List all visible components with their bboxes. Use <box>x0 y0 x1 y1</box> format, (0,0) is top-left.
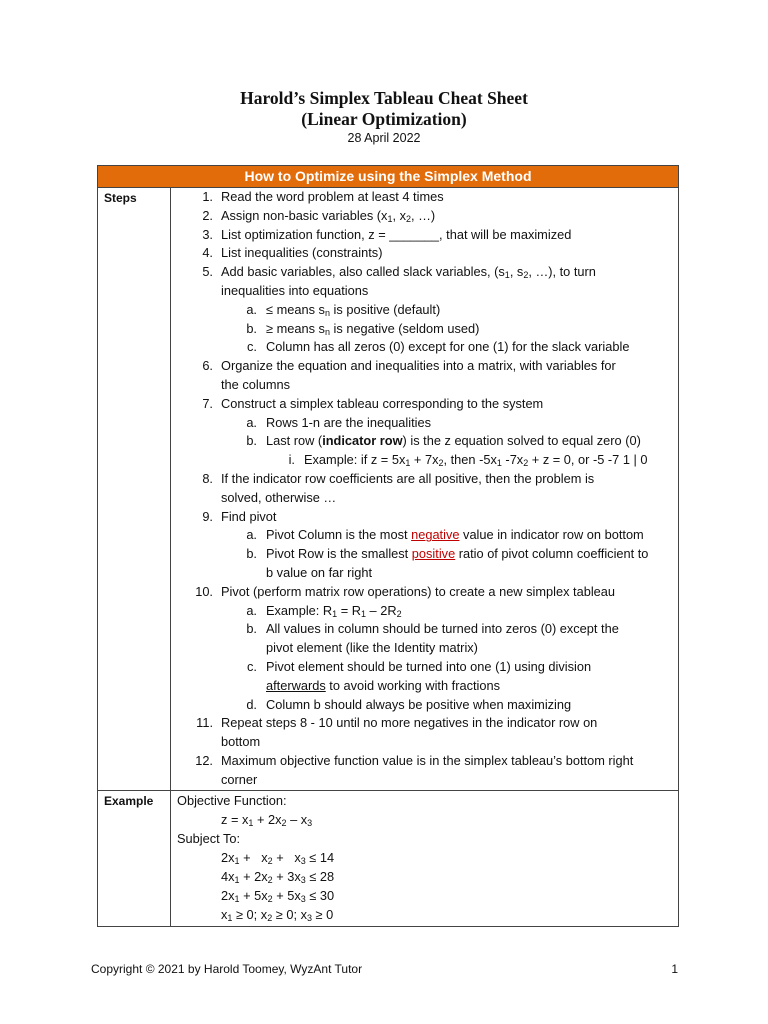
step-10c: c. Pivot element should be turned into one (1) using division <box>247 658 592 674</box>
step-8: 8. If the indicator row coefficients are all positive, then the problem is <box>202 470 595 486</box>
objective-label: Objective Function: <box>177 792 287 808</box>
step-11: 11. Repeat steps 8 - 10 until no more negatives in the indicator row on <box>196 715 598 731</box>
subject-to-label: Subject To: <box>177 830 241 846</box>
step-12: 12. Maximum objective function value is in the simplex tableau’s bottom right <box>195 752 634 768</box>
example-content <box>171 790 679 926</box>
steps-row <box>98 188 679 791</box>
footer-copyright: Copyright © 2021 by Harold Toomey, WyzAnt Tutor <box>91 962 363 976</box>
objective-function: $z = x_1 + 2x_2 - x_3$ <box>221 811 313 828</box>
step-9a: a. Pivot Column is the most negative value in indicator row on bottom <box>246 527 644 543</box>
step-8-cont: solved, otherwise … <box>221 489 337 505</box>
step-6-cont: the columns <box>221 376 290 392</box>
step-2: 2. Assign non-basic variables ($x_1$, $x_2$, …) <box>202 207 436 224</box>
step-9b-cont: b value on far right <box>266 564 372 580</box>
constraint-1: $2x_1 + x_2 + x_3 \le 14$ <box>221 849 335 866</box>
simplex-table <box>97 165 679 927</box>
constraint-2: $4x_1 + 2x_2 + 3x_3 \le 28$ <box>221 868 335 885</box>
step-5a: a. ≤ means $s_n$ is positive (default) <box>246 301 441 318</box>
example-label: Example <box>98 790 171 926</box>
step-10d: d. Column b should always be positive when maximizing <box>246 696 572 712</box>
step-7: 7. Construct a simplex tableau corresponding to the system <box>202 395 544 411</box>
document-date: 28 April 2022 <box>347 131 421 145</box>
step-7b-i: i. Example: if $z = 5x_1 + 7x_2$, then $-5x_1$ $-7x_2 + z = 0$, or -5 -7 1 | 0 <box>288 452 648 469</box>
constraint-3: $2x_1 + 5x_2 + 5x_3 \le 30$ <box>221 887 335 904</box>
step-9: 9. Find pivot <box>202 508 277 524</box>
step-5b: b. ≥ means $s_n$ is negative (seldom used) <box>246 320 480 337</box>
step-6: 6. Organize the equation and inequalities into a matrix, with variables for <box>202 358 616 374</box>
step-1: 1. Read the word problem at least 4 times <box>202 189 444 204</box>
step-5-cont: inequalities into equations <box>221 282 369 298</box>
step-4: 4. List inequalities (constraints) <box>202 245 383 261</box>
step-10a: a. Example: $R_1 = R_1 - 2R_2$ <box>246 602 402 619</box>
step-10b: b. All values in column should be turned into zeros (0) except the <box>246 621 619 637</box>
step-12-cont: corner <box>221 771 258 787</box>
page-number: 1 <box>671 962 678 976</box>
step-9b: b. Pivot Row is the smallest positive ratio of pivot column coefficient to <box>246 546 649 562</box>
step-3: 3. List optimization function, z = _______, that will be maximized <box>202 226 572 242</box>
step-10c-cont: afterwards to avoid working with fractions <box>266 677 501 693</box>
step-5c: c. Column has all zeros (0) except for one (1) for the slack variable <box>247 339 630 355</box>
step-10b-cont: pivot element (like the Identity matrix) <box>266 640 478 656</box>
steps-label: Steps <box>98 188 171 791</box>
step-7a: a. Rows 1-n are the inequalities <box>246 414 432 430</box>
step-5: 5. Add basic variables, also called slack variables, ($s_1$, $s_2$, …), to turn <box>202 264 596 281</box>
steps-content <box>171 188 679 791</box>
step-11-cont: bottom <box>221 734 261 750</box>
document-title: Harold’s Simplex Tableau Cheat Sheet <box>240 88 528 108</box>
constraint-4: $x_1 \ge 0$; $x_2 \ge 0$; $x_3 \ge 0$ <box>221 906 334 923</box>
table-header: How to Optimize using the Simplex Method <box>98 166 679 188</box>
example-row <box>98 790 679 926</box>
document-subtitle: (Linear Optimization) <box>301 109 467 129</box>
step-10: 10. Pivot (perform matrix row operations) to create a new simplex tableau <box>195 583 616 599</box>
step-7b: b. Last row (indicator row) is the z equation solved to equal zero (0) <box>246 433 641 449</box>
